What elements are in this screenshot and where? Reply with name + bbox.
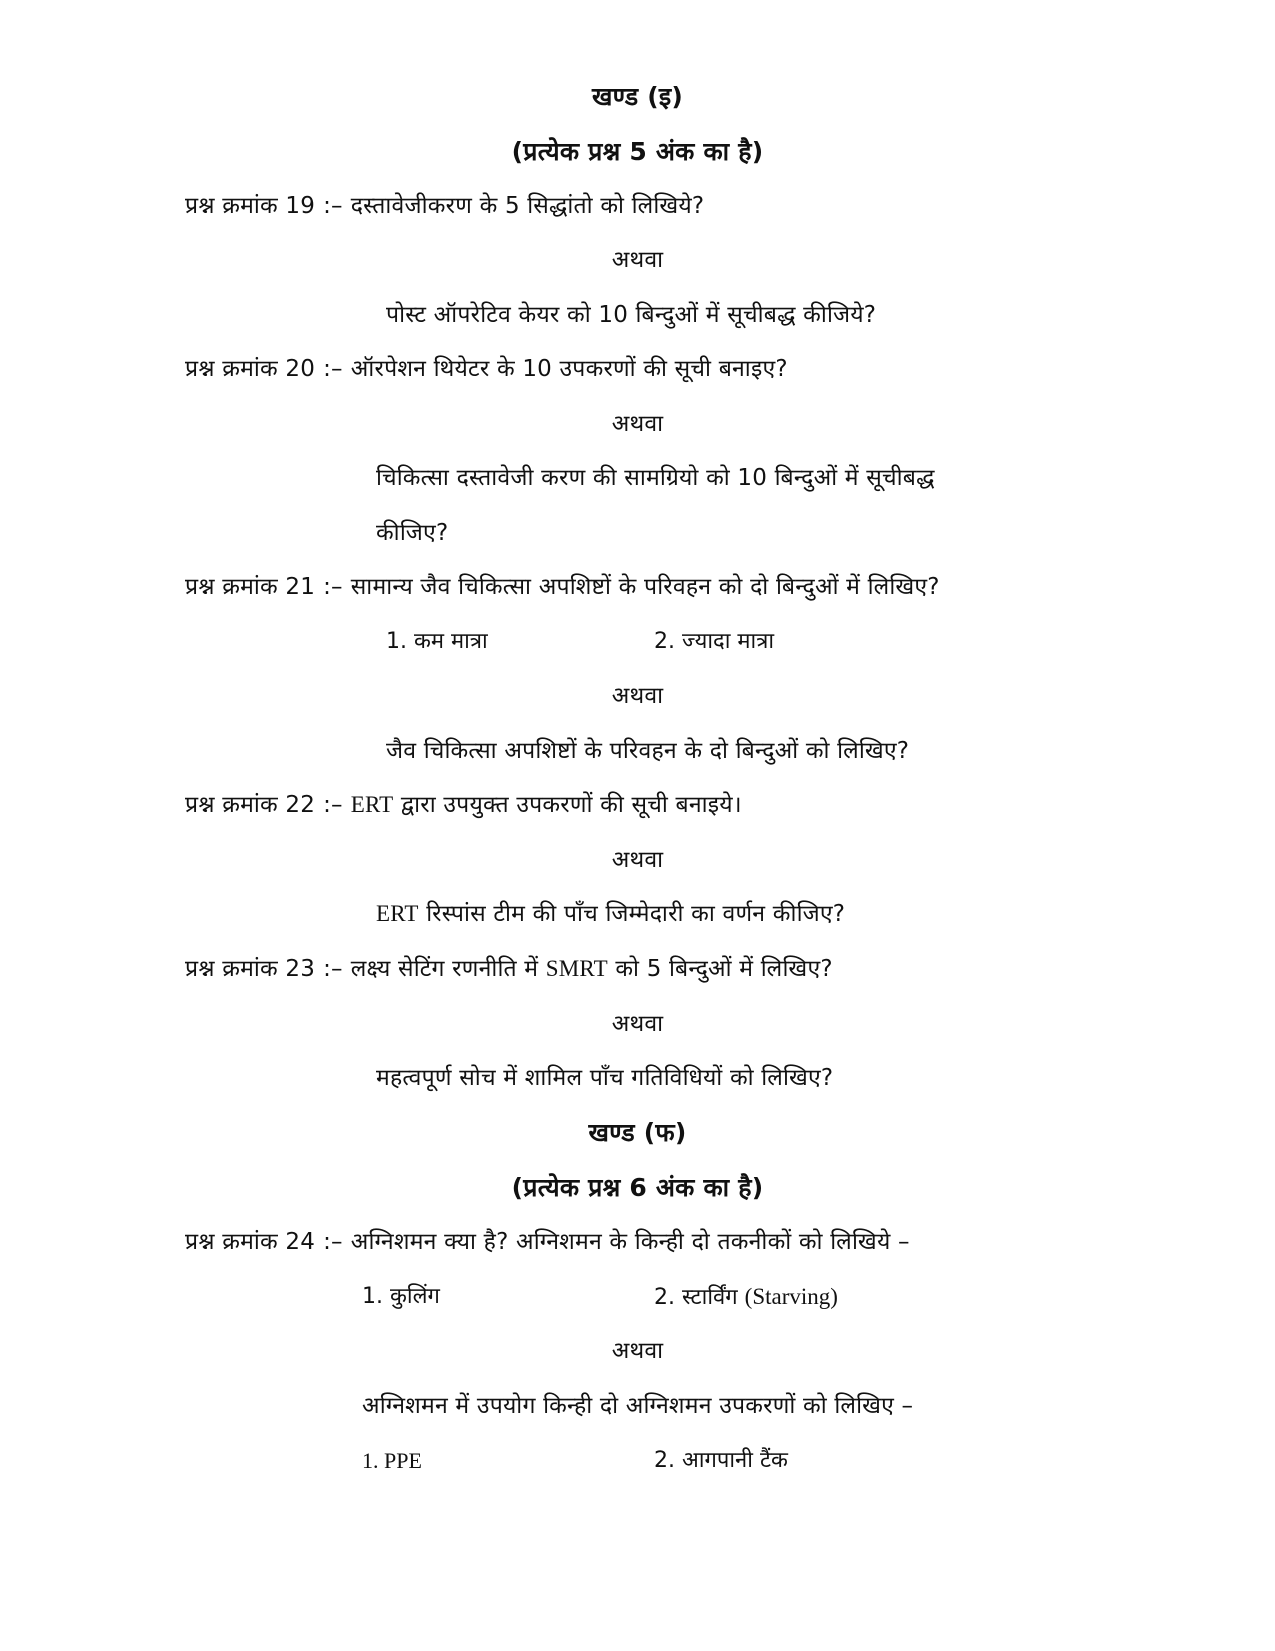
or-divider: अथवा: [611, 247, 664, 273]
question-20: [185, 354, 788, 384]
question-22-alternative: [376, 899, 845, 929]
option-text-latin: (Starving): [744, 1284, 838, 1309]
question-separator: :–: [323, 792, 343, 818]
question-text-latin: SMRT: [545, 956, 608, 981]
question-21-alternative: जैव चिकित्सा अपशिष्टों के परिवहन के दो बिन्दुओं को लिखिए?: [386, 738, 910, 764]
question-text: सामान्य जैव चिकित्सा अपशिष्टों के परिवहन को दो बिन्दुओं में लिखिए?: [350, 574, 940, 600]
or-divider: अथवा: [611, 1011, 664, 1037]
question-separator: :–: [323, 356, 343, 382]
question-21-option-2: 2. ज्यादा मात्रा: [654, 629, 775, 654]
question-separator: :–: [323, 1229, 343, 1255]
section-e-marks-note: (प्रत्येक प्रश्न 5 अंक का है): [511, 137, 764, 166]
question-21: [185, 572, 940, 602]
question-text: दस्तावेजीकरण के 5 सिद्धांतो को लिखिये?: [350, 193, 705, 219]
question-label: प्रश्न क्रमांक 22: [185, 792, 316, 818]
question-24: [185, 1227, 910, 1257]
or-divider: अथवा: [611, 683, 664, 709]
question-label: प्रश्न क्रमांक 19: [185, 193, 316, 219]
question-label: प्रश्न क्रमांक 23: [185, 956, 316, 982]
question-24-alt-option-2: 2. आगपानी टैंक: [654, 1448, 788, 1473]
question-20-alternative-line2: कीजिए?: [376, 520, 449, 546]
question-20-alternative-line1: चिकित्सा दस्तावेजी करण की सामग्रियो को 10 बिन्दुओं में सूचीबद्ध: [376, 465, 935, 491]
or-divider: अथवा: [611, 1338, 664, 1364]
question-19-alternative: पोस्ट ऑपरेटिव केयर को 10 बिन्दुओं में सूचीबद्ध कीजिये?: [386, 302, 877, 328]
option-text: 2. स्टार्विंग: [654, 1285, 738, 1310]
alternative-text: रिस्पांस टीम की पाँच जिम्मेदारी का वर्णन कीजिए?: [426, 901, 846, 927]
question-24-alt-option-1: 1. PPE: [362, 1448, 422, 1473]
question-text: अग्निशमन क्या है? अग्निशमन के किन्ही दो तकनीकों को लिखिये –: [350, 1229, 910, 1255]
section-f-title: खण्ड (फ): [588, 1118, 687, 1147]
question-23: [185, 954, 833, 984]
question-text: द्वारा उपयुक्त उपकरणों की सूची बनाइये।: [400, 792, 742, 818]
question-24-option-2: [654, 1282, 838, 1313]
section-e-title: खण्ड (इ): [592, 82, 683, 111]
question-label: प्रश्न क्रमांक 24: [185, 1229, 316, 1255]
question-24-alternative: अग्निशमन में उपयोग किन्ही दो अग्निशमन उपकरणों को लिखिए –: [362, 1393, 914, 1419]
question-text-latin: ERT: [350, 792, 394, 817]
question-separator: :–: [323, 193, 343, 219]
question-label: प्रश्न क्रमांक 20: [185, 356, 316, 382]
question-text-pre: लक्ष्य सेटिंग रणनीति में: [350, 956, 539, 982]
question-label: प्रश्न क्रमांक 21: [185, 574, 316, 600]
question-22: [185, 790, 742, 820]
or-divider: अथवा: [611, 847, 664, 873]
question-23-alternative: महत्वपूर्ण सोच में शामिल पाँच गतिविधियों को लिखिए?: [376, 1065, 834, 1091]
question-text-post: को 5 बिन्दुओं में लिखिए?: [615, 956, 833, 982]
question-21-option-1: 1. कम मात्रा: [386, 629, 488, 654]
question-19: [185, 191, 704, 221]
question-separator: :–: [323, 956, 343, 982]
or-divider: अथवा: [611, 411, 664, 437]
section-f-marks-note: (प्रत्येक प्रश्न 6 अंक का है): [511, 1173, 764, 1202]
alternative-text-latin: ERT: [376, 901, 419, 926]
question-text: ऑरपेशन थियेटर के 10 उपकरणों की सूची बनाइए?: [350, 356, 788, 382]
question-24-option-1: 1. कुलिंग: [362, 1284, 440, 1309]
question-separator: :–: [323, 574, 343, 600]
